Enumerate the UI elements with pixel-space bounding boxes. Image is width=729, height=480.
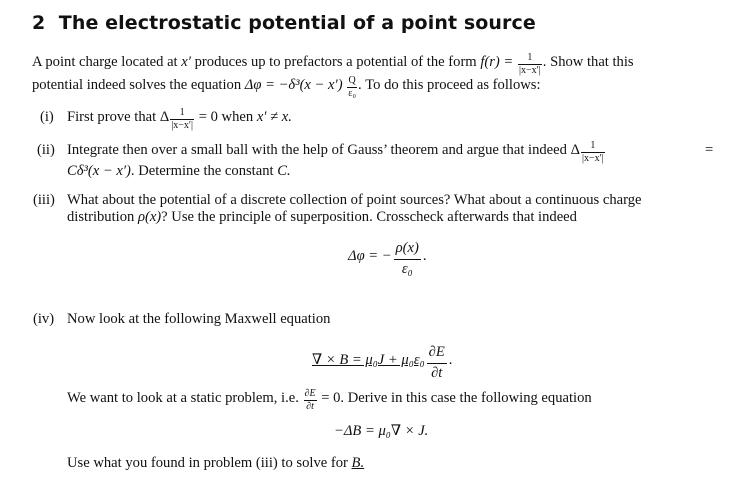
- section-title: The electrostatic potential of a point source: [58, 12, 536, 34]
- section-heading: [32, 12, 536, 34]
- item-iv-text: Now look at the following Maxwell equation: [67, 311, 331, 327]
- item-iii-line-1: What about the potential of a discrete collection of point sources? What about a continuous charge: [67, 192, 642, 208]
- item-i-fraction: $\frac{1}{|x-x'|}$: [171, 107, 194, 131]
- rho-over-epsilon: $\frac{\rho(x)}{\text{ε₀}}$: [395, 240, 419, 277]
- intro-line-1: A point charge located at x′ produces up to prefactors a potential of the form f(r) = $\frac{1}{|x-x'|}$ . Show that this: [32, 52, 634, 76]
- item-label-i: (i): [40, 109, 54, 125]
- item-i-text: First prove that Δ $\frac{1}{|x-x'|}$ = 0 when x′ ≠ x.: [67, 107, 292, 131]
- item-iii-line-2: distribution ρ(x)? Use the principle of superposition. Crosscheck afterwards that indeed: [67, 209, 577, 225]
- item-ii-line-1: Integrate then over a small ball with the help of Gauss’ theorem and argue that indeed Δ $\frac{1}{|x-x'|}$ =: [67, 140, 714, 164]
- section-number: 2: [32, 12, 46, 34]
- derived-equation: −ΔB = μ₀∇ × J.: [334, 423, 429, 439]
- intro-line-2: potential indeed solves the equation Δφ = −δ³(x − x′) $\frac{Q}{\text{ε₀}}$ . To do this proceed as follows:: [32, 75, 541, 99]
- inverse-distance-fraction: $\frac{1}{|x-x'|}$: [518, 52, 541, 76]
- item-iii-equation: Δφ = − $\frac{\rho(x)}{\text{ε₀}}$ .: [348, 240, 427, 277]
- poisson-equation: Δφ = −δ³(x − x′): [244, 77, 343, 93]
- static-condition-line: We want to look at a static problem, i.e. $\frac{\partial E}{\partial t}$ = 0. Derive in this case the following equation: [67, 388, 592, 412]
- item-label-iii: (iii): [33, 192, 55, 208]
- static-derivative-fraction: $\frac{\partial E}{\partial t}$: [304, 388, 316, 412]
- final-instruction: Use what you found in problem (iii) to solve for B.: [67, 455, 365, 471]
- charge-over-epsilon: $\frac{Q}{\text{ε₀}}$: [348, 75, 356, 99]
- maxwell-equation: ∇ × B = μ₀J + μ₀ε₀ $\frac{\partial E}{\partial t}$ .: [312, 344, 453, 381]
- item-ii-line-2: Cδ³(x − x′). Determine the constant C.: [67, 163, 291, 179]
- f-of-r: f(r) =: [480, 54, 514, 70]
- item-label-ii: (ii): [37, 142, 55, 158]
- item-label-iv: (iv): [33, 311, 55, 327]
- field-time-derivative: $\frac{\partial E}{\partial t}$: [428, 344, 445, 381]
- x-prime: x′: [181, 54, 191, 70]
- item-ii-fraction: $\frac{1}{|x-x'|}$: [581, 140, 604, 164]
